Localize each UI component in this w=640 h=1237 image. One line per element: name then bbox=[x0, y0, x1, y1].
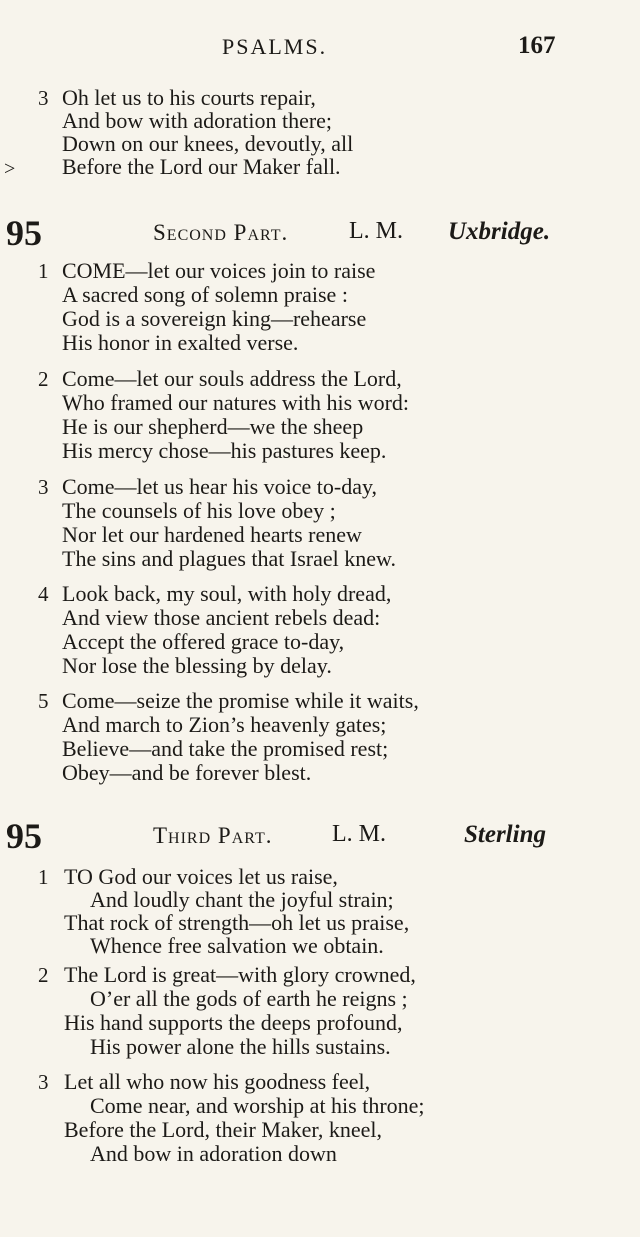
tune-name: Sterling bbox=[464, 821, 546, 848]
running-title: PSALMS. bbox=[222, 34, 328, 59]
verse-line: Come—let our souls address the Lord, bbox=[62, 366, 402, 391]
verse-line: And view those ancient rebels dead: bbox=[62, 605, 381, 630]
hymn-meter: L. M. bbox=[349, 218, 403, 244]
verse-line: And bow in adoration down bbox=[90, 1141, 337, 1166]
verse-line: Accept the offered grace to-day, bbox=[62, 629, 345, 654]
verse-line: The sins and plagues that Israel knew. bbox=[62, 546, 396, 571]
hymn-meter: L. M. bbox=[332, 821, 386, 847]
running-head bbox=[0, 34, 640, 64]
verse-line: He is our shepherd—we the sheep bbox=[62, 414, 364, 439]
verse-line: And march to Zion’s heavenly gates; bbox=[62, 712, 387, 737]
verse-line: O’er all the gods of earth he reigns ; bbox=[90, 986, 408, 1011]
stanza-number: 5 bbox=[38, 689, 49, 713]
verse-line: Obey—and be forever blest. bbox=[62, 760, 312, 785]
verse-line: Nor lose the blessing by delay. bbox=[62, 653, 332, 678]
verse-line: His hand supports the deeps profound, bbox=[64, 1010, 403, 1035]
verse-line: Nor let our hardened hearts renew bbox=[62, 522, 362, 547]
stanza-number: 4 bbox=[38, 582, 49, 606]
verse-line: His mercy chose—his pastures keep. bbox=[62, 438, 387, 463]
verse-line: Look back, my soul, with holy dread, bbox=[62, 581, 392, 606]
verse-line: COME—let our voices join to raise bbox=[62, 258, 376, 283]
line-marker: > bbox=[4, 158, 16, 180]
verse-line: TO God our voices let us raise, bbox=[64, 864, 338, 889]
verse-line: His power alone the hills sustains. bbox=[90, 1034, 391, 1059]
verse-line: Oh let us to his courts repair, bbox=[62, 85, 316, 110]
verse-line: Come near, and worship at his throne; bbox=[90, 1093, 425, 1118]
verse-line: His honor in exalted verse. bbox=[62, 330, 299, 355]
verse-line: And bow with adoration there; bbox=[62, 108, 333, 133]
hymn-part: Second Part. bbox=[153, 220, 289, 245]
stanza-number: 3 bbox=[38, 475, 49, 499]
verse-line: Come—seize the promise while it waits, bbox=[62, 688, 419, 713]
verse-line: The counsels of his love obey ; bbox=[62, 498, 336, 523]
hymn-header bbox=[0, 815, 640, 855]
verse-line: Come—let us hear his voice to-day, bbox=[62, 474, 378, 499]
verse-line: The Lord is great—with glory crowned, bbox=[64, 962, 416, 987]
verse-line: A sacred song of solemn praise : bbox=[62, 282, 348, 307]
stanza-number: 2 bbox=[38, 367, 49, 391]
verse-line: Believe—and take the promised rest; bbox=[62, 736, 389, 761]
verse-line: God is a sovereign king—rehearse bbox=[62, 306, 367, 331]
stanza-number: 2 bbox=[38, 963, 49, 987]
verse-line: And loudly chant the joyful strain; bbox=[90, 887, 394, 912]
stanza-number: 1 bbox=[38, 865, 49, 889]
hymn-part: Third Part. bbox=[153, 823, 273, 848]
verse-line: That rock of strength—oh let us praise, bbox=[64, 910, 410, 935]
verse-line: Before the Lord our Maker fall. bbox=[62, 154, 341, 179]
verse-line: Who framed our natures with his word: bbox=[62, 390, 410, 415]
stanza-number: 3 bbox=[38, 86, 49, 110]
verse-line: Whence free salvation we obtain. bbox=[90, 933, 384, 958]
verse-line: Down on our knees, devoutly, all bbox=[62, 131, 354, 156]
verse-line: Let all who now his goodness feel, bbox=[64, 1069, 371, 1094]
stanza-number: 3 bbox=[38, 1070, 49, 1094]
hymn-number: 95 bbox=[6, 213, 42, 253]
page-number: 167 bbox=[518, 32, 556, 59]
hymn-header bbox=[0, 212, 640, 252]
verse-line: Before the Lord, their Maker, kneel, bbox=[64, 1117, 382, 1142]
stanza-number: 1 bbox=[38, 259, 49, 283]
hymn-number: 95 bbox=[6, 816, 42, 856]
tune-name: Uxbridge. bbox=[448, 218, 551, 245]
